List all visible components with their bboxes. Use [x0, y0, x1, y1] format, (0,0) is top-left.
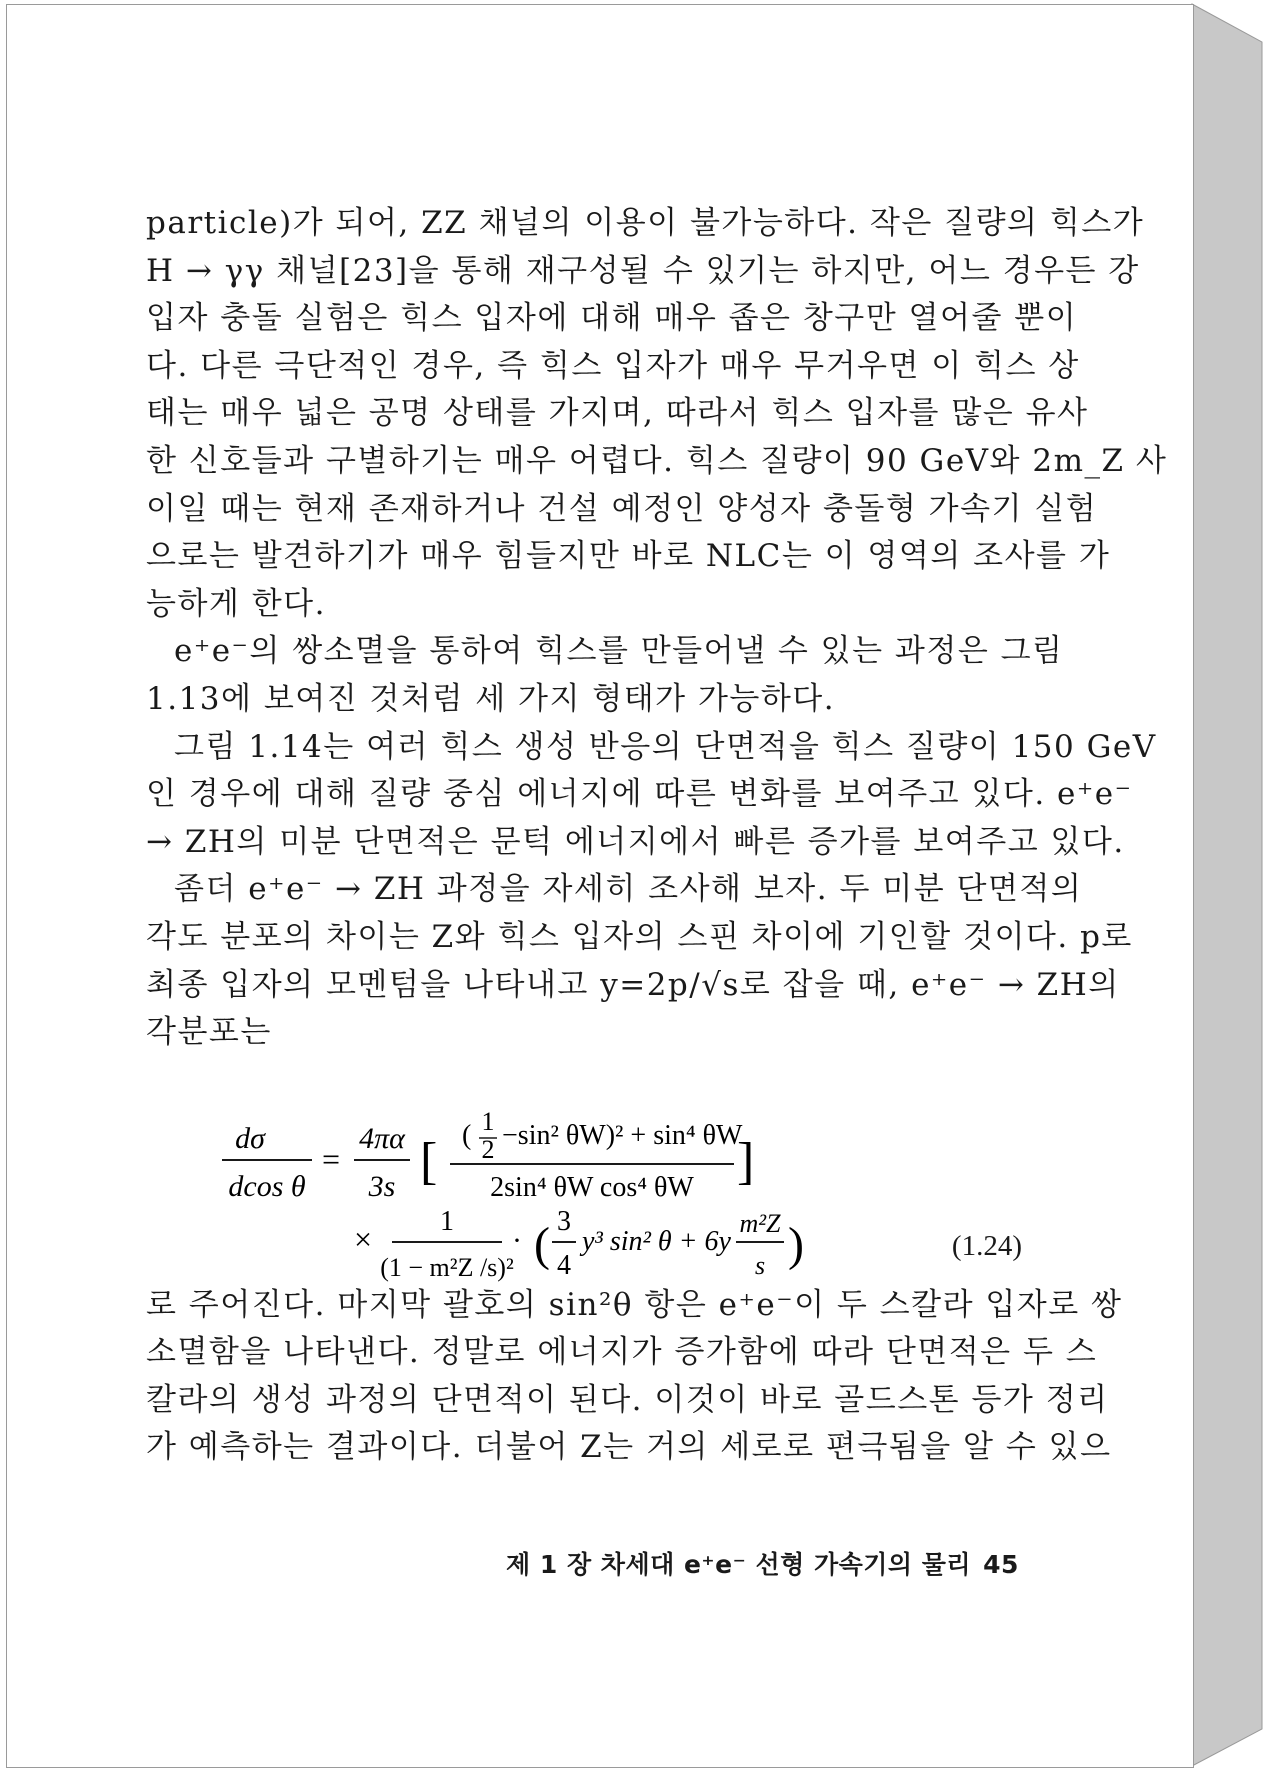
lhs-numerator: dσ	[235, 1122, 265, 1155]
page-footer	[506, 1545, 1019, 1581]
text-line: 좀더 e⁺e⁻ → ZH 과정을 자세히 조사해 보자. 두 미분 단면적의	[174, 871, 1083, 908]
half-denominator: 2	[481, 1135, 495, 1164]
mz-numerator: m²Z	[739, 1209, 781, 1238]
coefficient-denominator: 3s	[368, 1170, 396, 1203]
page-number: 45	[983, 1550, 1019, 1579]
paragraph-1	[146, 200, 1168, 628]
mz-denominator: s	[754, 1251, 766, 1280]
paragraph-5	[146, 1282, 1123, 1472]
frac2-numerator: 1	[440, 1206, 454, 1237]
inner-open-paren: (	[462, 1120, 472, 1151]
text-line: 로 주어진다. 마지막 괄호의 sin²θ 항은 e⁺e⁻이 두 스칼라 입자로 쌍	[146, 1286, 1123, 1323]
inner-numerator-rest: −sin² θW)² + sin⁴ θW	[502, 1120, 743, 1151]
text-line: e⁺e⁻의 쌍소멸을 통하여 힉스를 만들어낼 수 있는 과정은 그림	[174, 633, 1064, 670]
text-line: → ZH의 미분 단면적은 문턱 에너지에서 빠른 증가를 보여주고 있다.	[146, 823, 1125, 860]
equals-sign: =	[322, 1141, 341, 1177]
paren-close: )	[788, 1218, 804, 1271]
inner-denominator: 2sin⁴ θW cos⁴ θW	[490, 1172, 694, 1203]
right-bracket: ]	[737, 1133, 755, 1190]
lhs-denominator: dcos θ	[228, 1170, 306, 1203]
three-quarters-denominator: 4	[557, 1250, 571, 1281]
text-line: 다. 다른 극단적인 경우, 즉 힉스 입자가 매우 무거우면 이 힉스 상	[146, 347, 1080, 384]
coefficient-numerator: 4πα	[359, 1122, 405, 1155]
text-line: 소멸함을 나타낸다. 정말로 에너지가 증가함에 따라 단면적은 두 스	[146, 1334, 1098, 1371]
left-bracket: [	[420, 1133, 438, 1190]
book-side-edge	[1192, 4, 1262, 1766]
text-line: 한 신호들과 구별하기는 매우 어렵다. 힉스 질량이 90 GeV와 2m_Z 사	[146, 442, 1168, 479]
text-line: 최종 입자의 모멘텀을 나타내고 y=2p/√s로 잡을 때, e⁺e⁻ → ZH의	[146, 966, 1120, 1003]
text-line: 입자 충돌 실험은 힉스 입자에 대해 매우 좁은 창구만 열어줄 뿐이	[146, 300, 1078, 337]
paragraph-4	[146, 866, 1133, 1056]
text-line: 각분포는	[146, 1014, 272, 1051]
text-line: 각도 분포의 차이는 Z와 힉스 입자의 스핀 차이에 기인할 것이다. p로	[146, 918, 1133, 955]
paragraph-2	[146, 628, 1064, 723]
text-line: 가 예측하는 결과이다. 더불어 Z는 거의 세로로 편극됨을 알 수 있으	[146, 1429, 1112, 1466]
text-line: 그림 1.14는 여러 힉스 생성 반응의 단면적을 힉스 질량이 150 GeV	[174, 728, 1157, 765]
frac2-denominator: (1 − m²Z /s)²	[380, 1253, 514, 1282]
equation-1-24	[222, 1108, 1022, 1288]
running-header-chapter: 제 1 장 차세대 e⁺e⁻ 선형 가속기의 물리	[506, 1550, 972, 1579]
half-numerator: 1	[481, 1108, 495, 1136]
dot-operator: ·	[512, 1224, 522, 1257]
equation-svg	[222, 1108, 1022, 1288]
text-line: H → γγ 채널[23]을 통해 재구성될 수 있기는 하지만, 어느 경우든 강	[146, 252, 1140, 289]
three-quarters-numerator: 3	[557, 1206, 571, 1237]
text-line: 으로는 발견하기가 매우 힘들지만 바로 NLC는 이 영역의 조사를 가	[146, 538, 1111, 575]
text-line: 칼라의 생성 과정의 단면적이 된다. 이것이 바로 골드스톤 등가 정리	[146, 1381, 1109, 1418]
equation-number: (1.24)	[951, 1230, 1022, 1262]
paragraph-3	[146, 724, 1157, 867]
polynomial-middle: y³ sin² θ + 6y	[582, 1226, 731, 1257]
text-line: 1.13에 보여진 것처럼 세 가지 형태가 가능하다.	[146, 680, 836, 717]
times-sign: ×	[354, 1221, 373, 1257]
text-line: 태는 매우 넓은 공명 상태를 가지며, 따라서 힉스 입자를 많은 유사	[146, 395, 1089, 432]
text-line: 인 경우에 대해 질량 중심 에너지에 따른 변화를 보여주고 있다. e⁺e⁻	[146, 776, 1133, 813]
text-line: particle)가 되어, ZZ 채널의 이용이 불가능하다. 작은 질량의 힉스가	[146, 205, 1145, 241]
text-line: 능하게 한다.	[146, 585, 326, 622]
paren-open: (	[534, 1218, 550, 1271]
text-line: 이일 때는 현재 존재하거나 건설 예정인 양성자 충돌형 가속기 실험	[146, 490, 1098, 527]
